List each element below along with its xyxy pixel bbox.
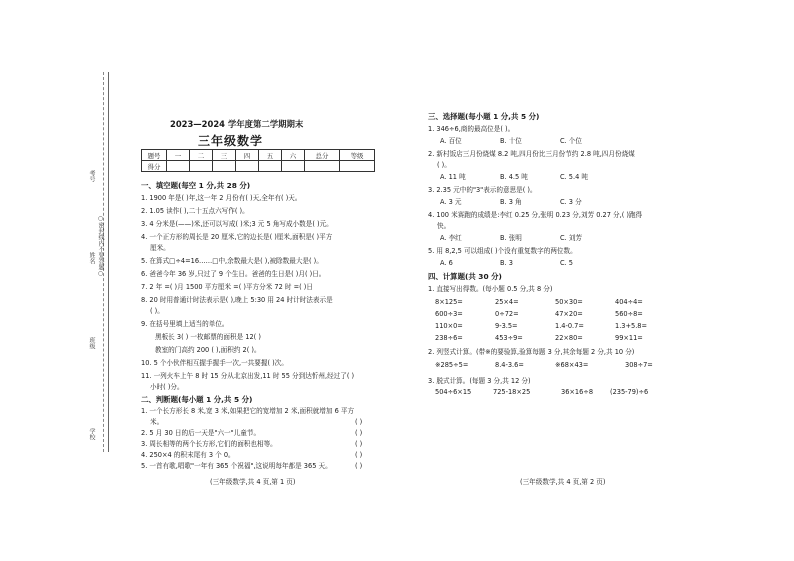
- calc-item: 404÷4=: [615, 298, 643, 306]
- question-text: 教室的门高约 200 ( ),面积约 2( )。: [155, 346, 261, 354]
- question-text: 1. 346÷6,商的最高位是( )。: [428, 125, 515, 133]
- section4-title: 四、计算题(共 30 分): [428, 272, 502, 281]
- question-text: 1. 直接写出得数。(每小题 0.5 分,共 8 分): [428, 285, 553, 293]
- question-text: 小时( )分。: [150, 383, 184, 391]
- calc-item: 25×4=: [495, 298, 519, 306]
- score-input[interactable]: [259, 161, 282, 172]
- option: C. 3 分: [560, 198, 582, 206]
- question-text: 4. 250×4 的积末尾有 3 个 0。: [141, 451, 235, 459]
- question-text: 4. 100 米赛跑的成绩是:李红 0.25 分,张明 0.23 分,刘芳 0.27 分,( )跑得: [428, 211, 643, 219]
- option: C. 刘芳: [560, 234, 582, 242]
- score-cell: 四: [236, 150, 259, 161]
- question-text: 9. 在括号里填上适当的单位。: [141, 320, 229, 328]
- question-text: 6. 爸爸今年 36 岁,只过了 9 个生日。爸爸的生日是( )月( )日。: [141, 270, 326, 278]
- calc-item: 560÷8=: [615, 310, 643, 318]
- score-input[interactable]: [167, 161, 190, 172]
- calc-item: 9-3.5=: [495, 322, 518, 330]
- calc-item: 308÷7=: [625, 361, 653, 369]
- judge-answer-blank[interactable]: ( ): [355, 440, 363, 448]
- subject-title: 三年级数学: [198, 134, 264, 148]
- question-text: 3. 4 分米是(——)米,还可以写成( )米;3 元 5 角写成小数是( )元。: [141, 220, 333, 228]
- question-text: ( )。: [437, 161, 451, 169]
- score-cell: 一: [167, 150, 190, 161]
- question-text: 厘米。: [150, 244, 170, 252]
- calc-item: 50×30=: [555, 298, 583, 306]
- question-text: 5. 在算式□÷4=16……□中,余数最大是( ),被除数最大是( )。: [141, 257, 323, 265]
- score-cell: 五: [259, 150, 282, 161]
- option: A. 百位: [440, 137, 462, 145]
- calc-item: (235-79)÷6: [610, 388, 649, 396]
- score-cell: 题号: [142, 150, 167, 161]
- calc-item: 504÷6×15: [435, 388, 472, 396]
- calc-item: 1.4-0.7=: [555, 322, 584, 330]
- seal-line: [108, 72, 109, 452]
- question-text: 米。: [150, 418, 164, 426]
- calc-item: 238÷6=: [435, 334, 463, 342]
- judge-answer-blank[interactable]: ( ): [355, 462, 363, 470]
- question-text: 7. 2 年 =( )月 1500 平方厘米 =( )平方分米 72 时 =( )日: [141, 283, 313, 291]
- option: A. 3 元: [440, 198, 462, 206]
- calc-item: 1.3+5.8=: [615, 322, 648, 330]
- score-cell: 六: [282, 150, 305, 161]
- score-cell: 等级: [340, 150, 375, 161]
- calc-item: 36×16÷8: [561, 388, 594, 396]
- seal-warning: ○密封线内不要答题○: [97, 215, 104, 277]
- judge-answer-blank[interactable]: ( ): [355, 418, 363, 426]
- option: B. 十位: [500, 137, 522, 145]
- option: B. 3 角: [500, 198, 522, 206]
- calc-item: 99×11=: [615, 334, 643, 342]
- section3-title: 三、选择题(每小题 1 分,共 5 分): [428, 112, 540, 121]
- question-text: 3. 脱式计算。(每题 3 分,共 12 分): [428, 377, 531, 385]
- question-text: 8. 20 时用普通计时法表示是( ),晚上 5:30 用 24 时计时法表示是: [141, 296, 333, 304]
- question-text: 1. 一个长方形长 8 米,宽 3 米,如果把它的宽增加 2 米,面积就增加 6 平方: [141, 407, 355, 415]
- option: A. 11 吨: [440, 173, 466, 181]
- school-label: 学校: [88, 428, 95, 440]
- question-text: 2. 1.05 读作( ),二十五点六写作( )。: [141, 207, 249, 215]
- question-text: 3. 周长相等的两个长方形,它们的面积也相等。: [141, 440, 277, 448]
- option: B. 4.5 吨: [500, 173, 528, 181]
- calc-item: 725-18×25: [493, 388, 531, 396]
- score-input[interactable]: [190, 161, 213, 172]
- judge-answer-blank[interactable]: ( ): [355, 451, 363, 459]
- calc-item: 8.4-3.6=: [495, 361, 524, 369]
- question-text: 2. 新村饭店三月份烧煤 8.2 吨,四月份比三月份节约 2.8 吨,四月份烧煤: [428, 150, 635, 158]
- question-text: 2. 列竖式计算。(带※的要验算,验算每题 3 分,其余每题 2 分,共 10 分): [428, 348, 635, 356]
- score-cell: 三: [213, 150, 236, 161]
- score-table-score-row: [142, 161, 375, 172]
- question-text: 5. 一首有歌,唱歌"一年有 365 个祝福",这说明每年都是 365 天。: [141, 462, 332, 470]
- option: B. 张明: [500, 234, 522, 242]
- calc-item: 0÷72=: [495, 310, 519, 318]
- option: C. 个位: [560, 137, 582, 145]
- name-label: 姓名: [88, 252, 95, 264]
- calc-item: 600÷3=: [435, 310, 463, 318]
- question-text: 黑板长 3( ) 一枚邮票的面积是 12( ): [155, 333, 261, 341]
- question-text: 5. 用 8,2,5 可以组成( )个没有重复数字的两位数。: [428, 247, 577, 255]
- question-text: 3. 2.35 元中的"3"表示的意思是( )。: [428, 186, 537, 194]
- option: A. 6: [440, 259, 453, 267]
- question-text: ( )。: [150, 307, 164, 315]
- calc-item: ※68×43=: [555, 361, 589, 369]
- question-text: 快。: [437, 222, 451, 230]
- section2-title: 二、判断题(每小题 1 分,共 5 分): [141, 395, 253, 404]
- page-footer: (三年级数学,共 4 页,第 2 页): [520, 478, 606, 486]
- score-table-header-row: [142, 150, 375, 161]
- calc-item: ※285÷5=: [435, 361, 469, 369]
- question-text: 2. 5 月 30 日的后一天是"六一"儿童节。: [141, 429, 261, 437]
- question-text: 10. 5 个小伙伴相互握手握手一次,一共要握( )次。: [141, 359, 288, 367]
- exam-year-title: 2023—2024 学年度第二学期期末: [170, 119, 304, 129]
- score-input[interactable]: [236, 161, 259, 172]
- class-label: 班级: [88, 337, 95, 349]
- score-cell: 总分: [305, 150, 340, 161]
- option: C. 5: [560, 259, 573, 267]
- score-input[interactable]: [340, 161, 375, 172]
- option: B. 3: [500, 259, 513, 267]
- score-cell: 二: [190, 150, 213, 161]
- question-text: 1. 1900 年是( )年,这一年 2 月份有( )天,全年有( )天。: [141, 194, 302, 202]
- score-input[interactable]: [213, 161, 236, 172]
- score-cell: 得分: [142, 161, 167, 172]
- calc-item: 22×80=: [555, 334, 583, 342]
- calc-item: 8×125=: [435, 298, 463, 306]
- question-text: 4. 一个正方形的周长是 20 厘米,它的边长是( )厘米,面积是( )平方: [141, 233, 333, 241]
- section1-title: 一、填空题(每空 1 分,共 28 分): [141, 181, 251, 190]
- option: C. 5.4 吨: [560, 173, 588, 181]
- score-input[interactable]: [282, 161, 305, 172]
- question-text: 11. 一列火车上午 8 时 15 分从北京出发,11 时 55 分到达忻州,经过了( ): [141, 372, 355, 380]
- page-footer: (三年级数学,共 4 页,第 1 页): [210, 478, 296, 486]
- score-table: [141, 149, 375, 172]
- calc-item: 47×20=: [555, 310, 583, 318]
- judge-answer-blank[interactable]: ( ): [355, 429, 363, 437]
- score-input[interactable]: [305, 161, 340, 172]
- calc-item: 110×0=: [435, 322, 463, 330]
- calc-item: 453÷9=: [495, 334, 523, 342]
- exam-no-label: 考号: [88, 170, 95, 182]
- option: A. 李红: [440, 234, 462, 242]
